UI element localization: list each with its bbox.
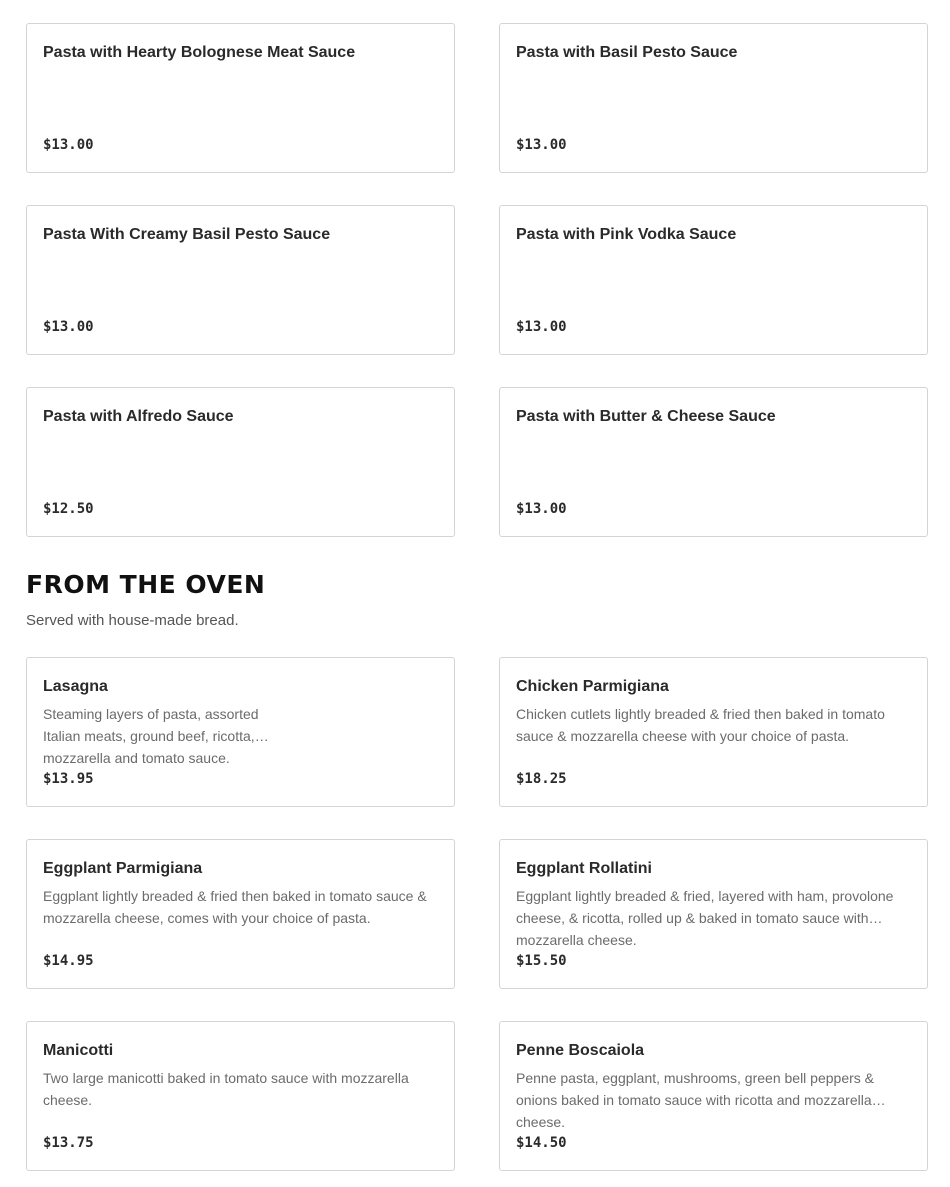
menu-item-card[interactable] <box>499 1021 928 1171</box>
menu-item-price: $13.00 <box>43 137 94 153</box>
menu-item-price: $13.75 <box>43 1135 94 1151</box>
menu-item-card[interactable] <box>499 657 928 807</box>
menu-item-price: $12.50 <box>43 501 94 517</box>
menu-item-name: Chicken Parmigiana <box>516 678 669 695</box>
menu-item-card[interactable] <box>499 205 928 355</box>
oven-items-grid <box>26 657 928 1171</box>
menu-item-name: Pasta with Pink Vodka Sauce <box>516 226 737 243</box>
menu-item-price: $13.00 <box>516 319 567 335</box>
menu-item-card[interactable] <box>26 839 455 989</box>
menu-item-card[interactable] <box>26 1021 455 1171</box>
menu-item-card[interactable] <box>26 387 455 537</box>
menu-item-card[interactable] <box>26 657 455 807</box>
menu-item-price: $15.50 <box>516 953 567 969</box>
menu-item-description: Two large manicotti baked in tomato sauce with mozzarella cheese. <box>43 1070 409 1108</box>
menu-item-card[interactable] <box>26 205 455 355</box>
menu-item-description: Chicken cutlets lightly breaded & fried then baked in tomato sauce & mozzarella cheese with your choice of pasta. <box>516 706 885 744</box>
menu-item-price: $13.95 <box>43 771 94 787</box>
menu-item-price: $18.25 <box>516 771 567 787</box>
menu-item-name: Pasta with Alfredo Sauce <box>43 408 234 425</box>
section-subtitle: Served with house-made bread. <box>26 612 239 629</box>
menu-item-description: Penne pasta, eggplant, mushrooms, green bell peppers & onions baked in tomato sauce with ricotta and mozzarella cheese. <box>516 1070 875 1130</box>
menu-item-card[interactable] <box>499 23 928 173</box>
menu-item-price: $14.50 <box>516 1135 567 1151</box>
menu-item-name: Lasagna <box>43 678 108 695</box>
menu-item-price: $13.00 <box>43 319 94 335</box>
menu-item-card[interactable] <box>26 23 455 173</box>
section-title: FROM THE OVEN <box>26 570 266 599</box>
pasta-items-grid <box>26 23 928 537</box>
menu-item-description: Steaming layers of pasta, assorted Italian meats, ground beef, ricotta, mozzarella and tomato sauce. <box>43 706 259 766</box>
menu-item-name: Pasta with Basil Pesto Sauce <box>516 44 738 61</box>
menu-item-name: Manicotti <box>43 1042 114 1059</box>
menu-item-name: Pasta with Hearty Bolognese Meat Sauce <box>43 44 356 61</box>
menu-item-card[interactable] <box>499 839 928 989</box>
menu-item-name: Eggplant Rollatini <box>516 860 652 877</box>
menu-item-price: $13.00 <box>516 137 567 153</box>
menu-item-description: Eggplant lightly breaded & fried then baked in tomato sauce & mozzarella cheese, comes with your choice of pasta. <box>43 888 427 926</box>
menu-item-price: $13.00 <box>516 501 567 517</box>
menu-item-name: Penne Boscaiola <box>516 1042 645 1059</box>
menu-item-description: Eggplant lightly breaded & fried, layered with ham, provolone cheese, & ricotta, rolled up & baked in tomato sauce with mozzarella cheese. <box>516 888 894 948</box>
menu-item-price: $14.95 <box>43 953 94 969</box>
menu-item-name: Eggplant Parmigiana <box>43 860 203 877</box>
menu-item-card[interactable] <box>499 387 928 537</box>
menu-item-name: Pasta With Creamy Basil Pesto Sauce <box>43 226 331 243</box>
menu-item-name: Pasta with Butter & Cheese Sauce <box>516 408 776 425</box>
